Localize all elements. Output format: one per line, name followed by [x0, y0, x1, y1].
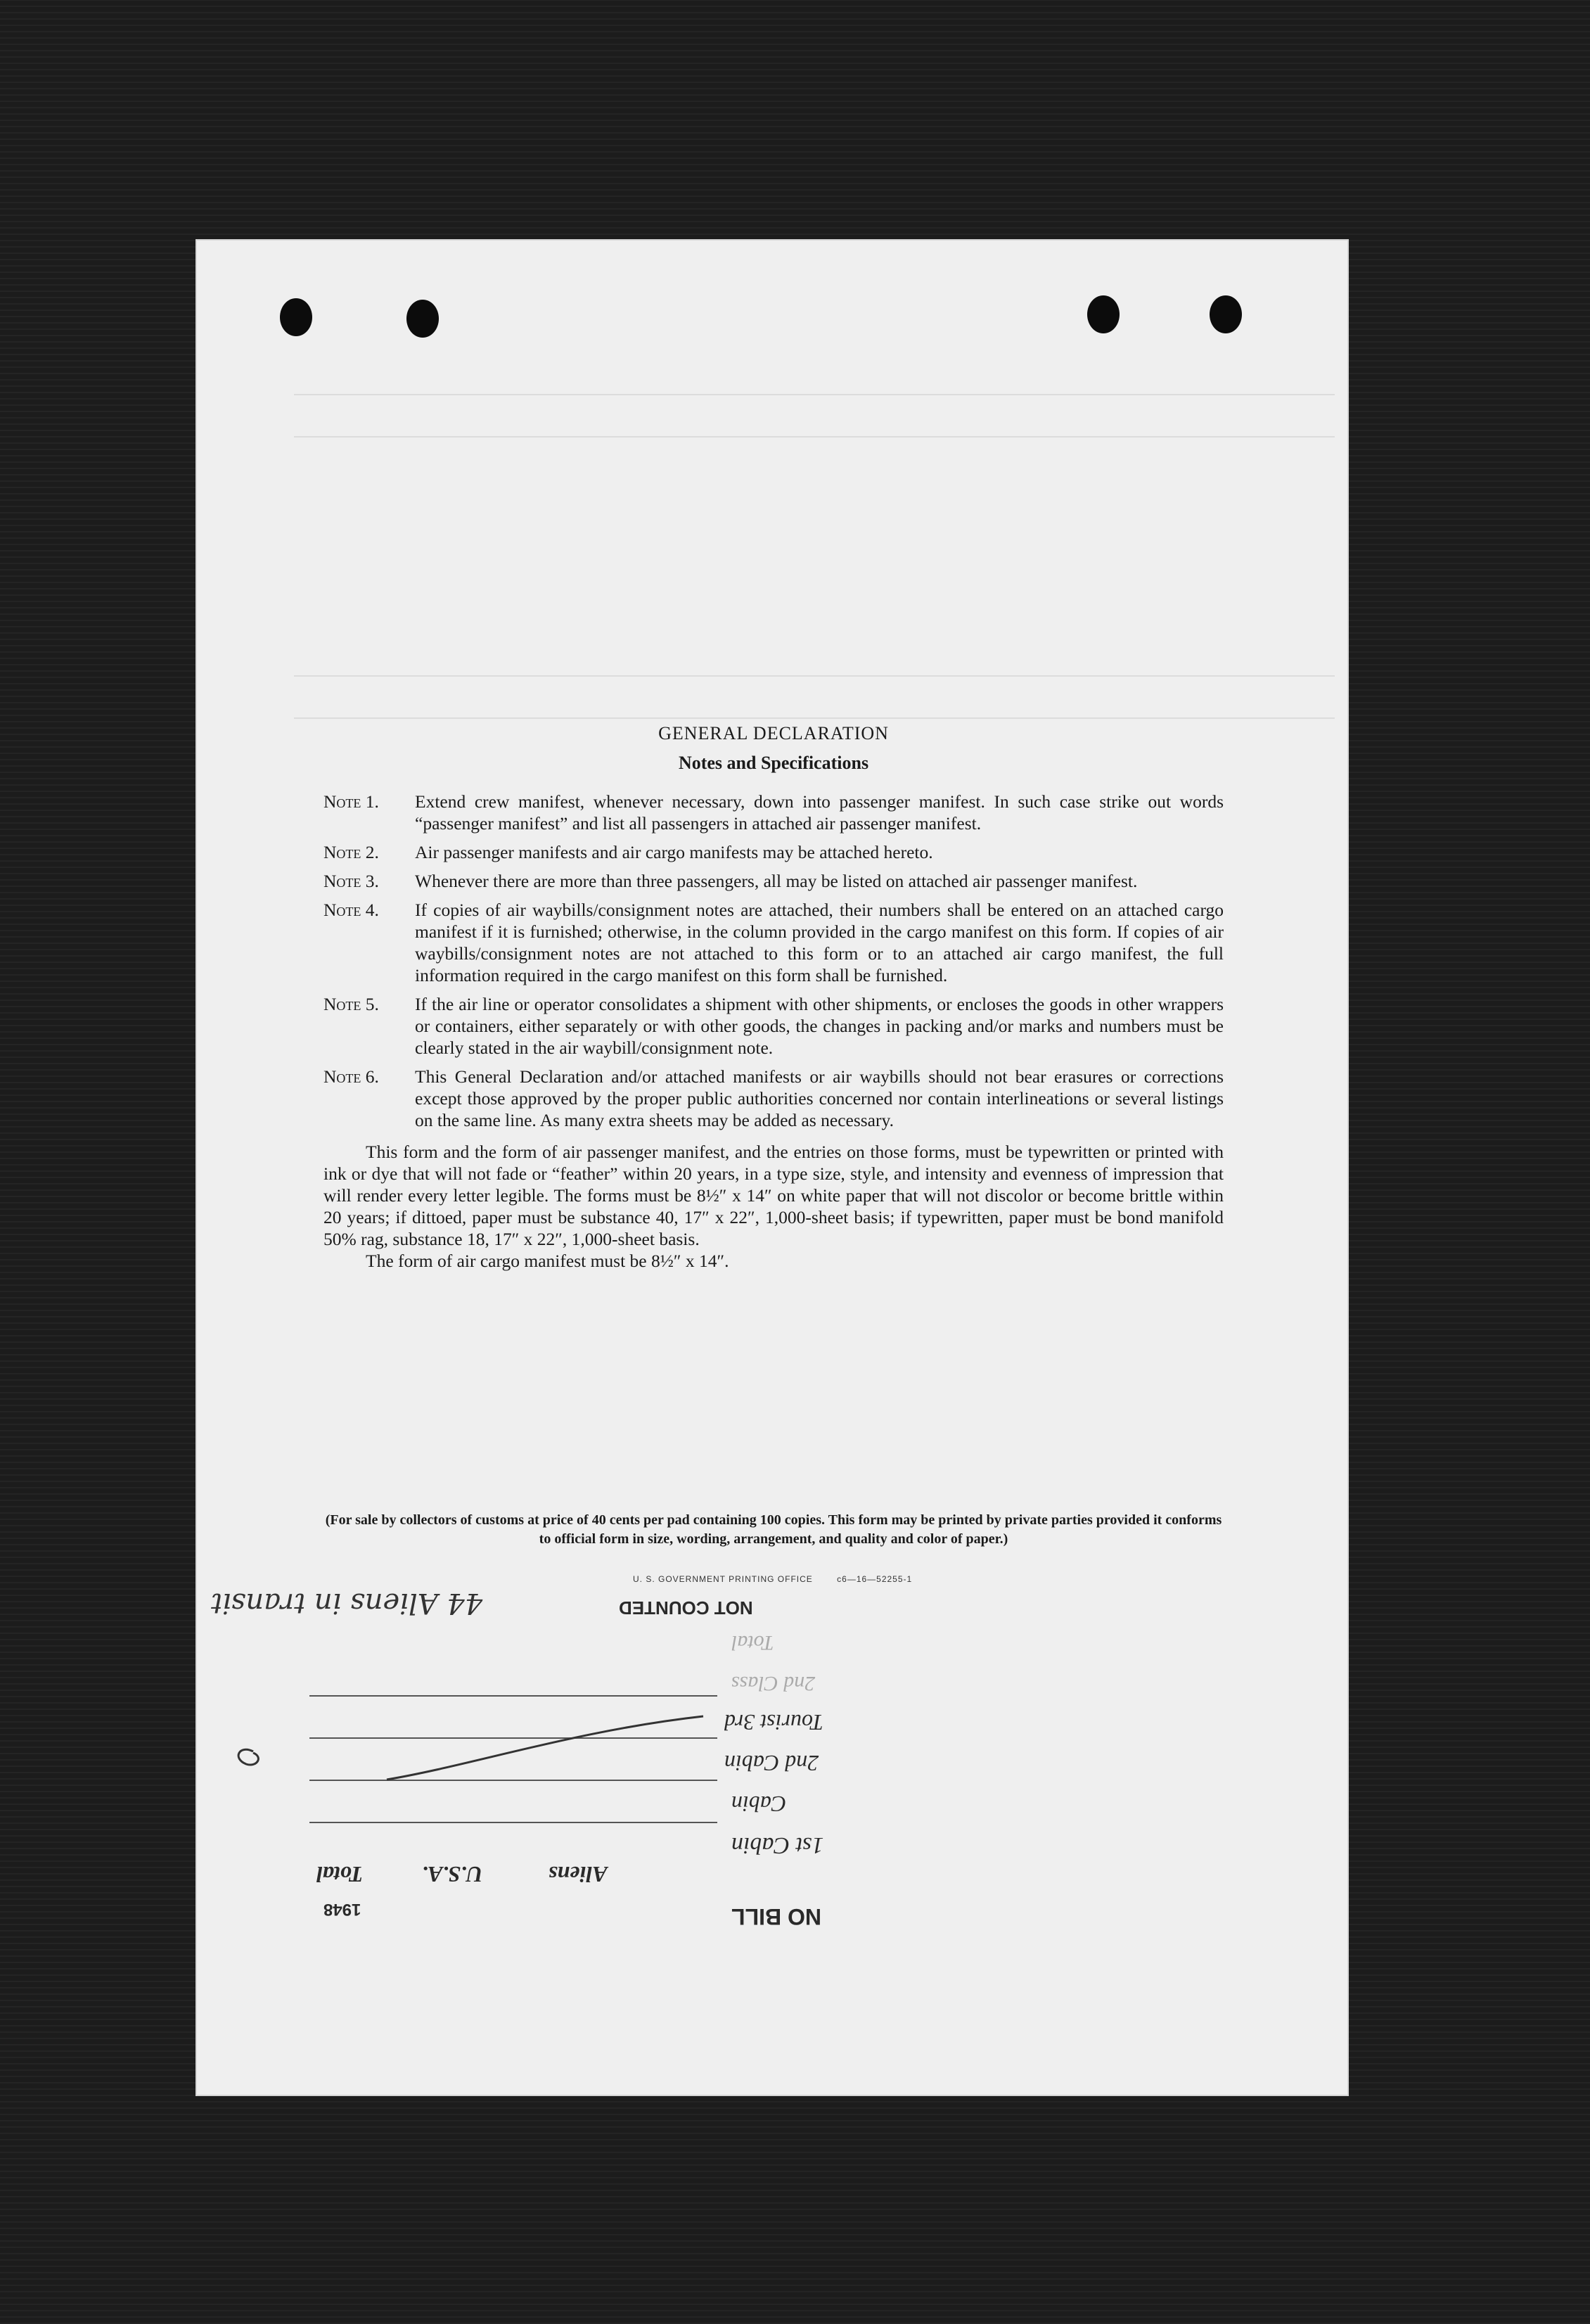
note-3 — [323, 870, 1224, 892]
punch-hole-3 — [1087, 295, 1120, 333]
tally-rule — [309, 1822, 717, 1823]
row-label-1st-cabin: 1st Cabin — [731, 1832, 824, 1858]
page-title: GENERAL DECLARATION — [658, 723, 889, 743]
gpo-code: c6—16—52255-1 — [837, 1574, 913, 1584]
handwritten-note: 44 Aliens in transit — [211, 1587, 483, 1619]
no-bill-stamp: NO BILL — [731, 1904, 821, 1929]
specification-paragraph: This form and the form of air passenger manifest, and the entries on those forms, must be typewritten or printed with ink or dye that will not fade or “feather” within 20 years, in a type size, style, and intensity and evenness of impression that will render every letter legible. The forms must be 8½″ x 14″ on white paper that will not discolor or become brittle within 20 years; if dittoed, paper must be substance 40, 17″ x 22″, 1,000-sheet basis; if typewritten, paper must be bond manifold 50% rag, substance 18, 17″ x 22″, 1,000-sheet basis. — [323, 1142, 1224, 1249]
date-stamp-year: 1948 — [323, 1900, 361, 1919]
bleed-line — [294, 436, 1335, 438]
general-declaration — [323, 723, 1224, 1272]
row-label-tourist-3rd: Tourist 3rd — [724, 1710, 823, 1735]
note-label: Note 2. — [323, 842, 379, 862]
column-header-total: Total — [316, 1862, 364, 1887]
note-4 — [323, 899, 1224, 986]
punch-hole-2 — [406, 300, 439, 338]
row-label-cabin: Cabin — [731, 1792, 787, 1817]
bleed-line — [294, 394, 1335, 395]
punch-hole-4 — [1210, 295, 1242, 333]
note-text: Whenever there are more than three passengers, all may be listed on attached air passenger manifest. — [415, 871, 1138, 891]
column-header-usa: U.S.A. — [422, 1862, 483, 1887]
note-text: This General Declaration and/or attached manifests or air waybills should not bear erasures or corrections except those approved by the proper public authorities concerned nor contain interlineations or several listings on the same line. As many extra sheets may be added as necessary. — [415, 1066, 1224, 1130]
note-label: Note 4. — [323, 900, 379, 920]
cargo-manifest-size: The form of air cargo manifest must be 8½″ x 14″. — [366, 1251, 729, 1271]
page-subtitle: Notes and Specifications — [678, 753, 869, 773]
note-6 — [323, 1066, 1224, 1131]
row-label-2nd-class: 2nd Class — [731, 1672, 816, 1695]
printing-office-line — [633, 1574, 933, 1584]
note-label: Note 6. — [323, 1066, 379, 1087]
note-text: If copies of air waybills/consignment notes are attached, their numbers shall be entered on an attached cargo manifest if it is furnished; otherwise, in the column provided in the cargo manifest on this form. If copies of air waybills/consignment notes are not attached to this form or to an attached air cargo manifest, the full information required in the cargo manifest on this form shall be furnished. — [415, 900, 1224, 985]
note-text: Air passenger manifests and air cargo manifests may be attached hereto. — [415, 842, 933, 862]
not-counted-stamp: NOT COUNTED — [619, 1597, 753, 1618]
note-label: Note 3. — [323, 871, 379, 891]
gpo-office: U. S. GOVERNMENT PRINTING OFFICE — [633, 1574, 813, 1584]
handwritten-tally-stroke — [225, 1702, 731, 1808]
tally-rule — [309, 1695, 717, 1697]
note-text: If the air line or operator consolidates a shipment with other shipments, or encloses the goods in other wrappers or containers, either separately or with other goods, the changes in packing and/or marks and numbers must be clearly stated in the air waybill/consignment note. — [415, 994, 1224, 1058]
note-label: Note 5. — [323, 994, 379, 1014]
punch-hole-1 — [280, 298, 312, 336]
note-text: Extend crew manifest, whenever necessary, down into passenger manifest. In such case strike out words “passenger manifest” and list all passengers in attached air passenger manifest. — [415, 791, 1224, 834]
note-1 — [323, 791, 1224, 834]
note-label: Note 1. — [323, 791, 379, 812]
row-label-total: Total — [731, 1631, 774, 1654]
sale-note: (For sale by collectors of customs at price of 40 cents per pad containing 100 copies. This form may be printed by private parties provided it conforms to official form in size, wording, arrangement, and quality and color of paper.) — [325, 1512, 1222, 1547]
column-header-aliens: Aliens — [549, 1862, 608, 1887]
note-2 — [323, 841, 1224, 863]
bleed-line — [294, 717, 1335, 719]
note-5 — [323, 993, 1224, 1059]
bleed-line — [294, 675, 1335, 677]
row-label-2nd-cabin: 2nd Cabin — [724, 1751, 819, 1776]
